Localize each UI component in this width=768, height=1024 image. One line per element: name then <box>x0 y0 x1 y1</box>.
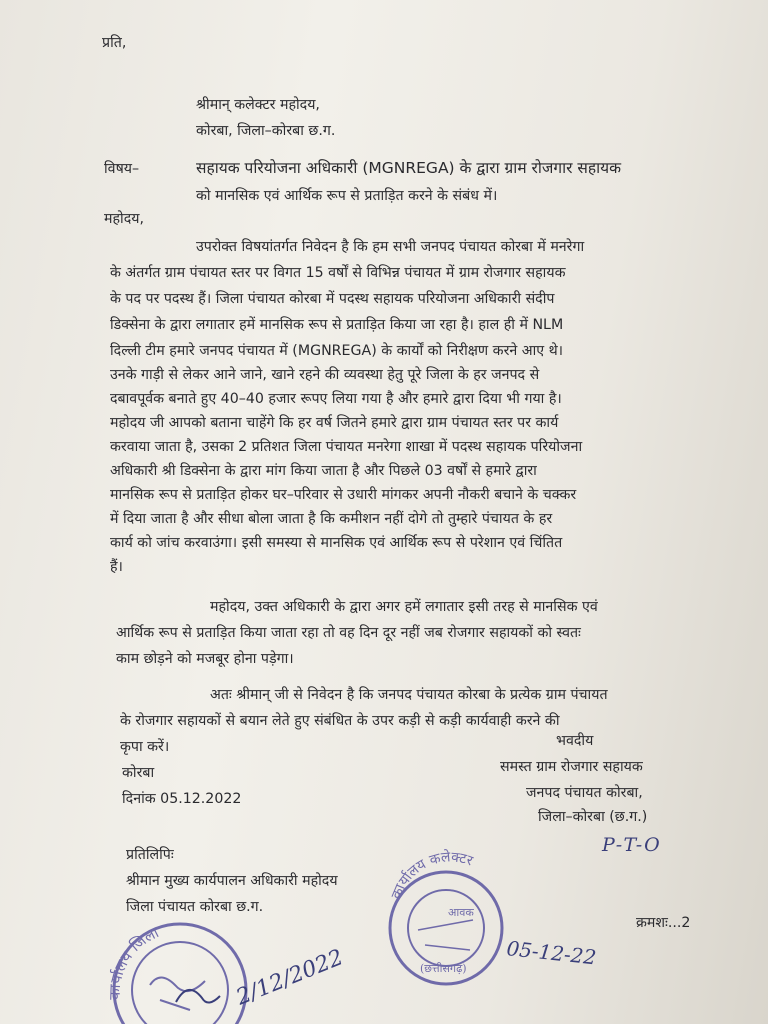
para1-line: के पद पर पदस्थ हैं। जिला पंचायत कोरबा में पदस्थ सहायक परियोजना अधिकारी संदीप <box>110 291 555 307</box>
handwritten-date-right: 05-12-22 <box>505 936 598 970</box>
para2-line: महोदय, उक्त अधिकारी के द्वारा अगर हमें लगातार इसी तरह से मानसिक एवं <box>210 599 598 615</box>
pto-handwritten: P-T-O <box>602 834 662 856</box>
para1-line: में दिया जाता है और सीधा बोला जाता है कि कमीशन नहीं दोगे तो तुम्हारे पंचायत के हर <box>110 511 553 527</box>
para1-line: करवाया जाता है, उसका 2 प्रतिशत जिला पंचायत मनरेगा शाखा में पदस्थ सहायक परियोजना <box>110 439 583 455</box>
continued-marker: क्रमशः...2 <box>636 915 691 931</box>
left-seal-arc-text: कार्यालय जिला <box>105 923 162 1001</box>
copy-line-1: श्रीमान मुख्य कार्यपालन अधिकारी महोदय <box>126 873 338 889</box>
para3-line: अतः श्रीमान् जी से निवेदन है कि जनपद पंचायत कोरबा के प्रत्येक ग्राम पंचायत <box>210 687 608 703</box>
addressee-line-1: श्रीमान् कलेक्टर महोदय, <box>196 97 320 113</box>
para1-line: दबावपूर्वक बनाते हुए 40–40 हजार रूपए लिया गया है और हमारे द्वारा दिया भी गया है। <box>110 391 562 407</box>
para1-line: मानसिक रूप से प्रताड़ित होकर घर–परिवार से उधारी मांगकर अपनी नौकरी बचाने के चक्कर <box>110 487 577 503</box>
para1-line: के अंतर्गत ग्राम पंचायत स्तर पर विगत 15 वर्षों से विभिन्न पंचायत में ग्राम रोजगार सहायक <box>110 265 566 281</box>
right-office-seal <box>388 848 502 984</box>
subject-line-1: सहायक परियोजना अधिकारी (MGNREGA) के द्वारा ग्राम रोजगार सहायक <box>196 159 621 177</box>
right-seal-arc-text: कार्यालय कलेक्टर <box>388 849 475 902</box>
signatory-line-2: जनपद पंचायत कोरबा, <box>526 785 643 801</box>
to-line: प्रति, <box>102 35 127 51</box>
para3-line: कृपा करें। <box>120 739 170 755</box>
right-seal-inner-text: आवक <box>448 906 474 919</box>
initials-signature <box>176 990 220 1003</box>
addressee-line-2: कोरबा, जिला–कोरबा छ.ग. <box>196 123 336 139</box>
subject-label: विषय– <box>104 161 140 177</box>
svg-text:कार्यालय जिला <box>106 923 163 1000</box>
para2-line: आर्थिक रूप से प्रताड़ित किया जाता रहा तो वह दिन दूर नहीं जब रोजगार सहायकों को स्वतः <box>116 625 581 641</box>
left-office-seal <box>106 923 246 1024</box>
para3-line: के रोजगार सहायकों से बयान लेते हुए संबंधित के उपर कड़ी से कड़ी कार्यवाही करने की <box>120 713 560 729</box>
signatory-line-3: जिला–कोरबा (छ.ग.) <box>538 809 648 825</box>
right-seal-bottom-text: (छत्तीसगढ़) <box>420 962 467 975</box>
date-line: दिनांक 05.12.2022 <box>122 791 242 807</box>
para1-line: दिल्ली टीम हमारे जनपद पंचायत में (MGNREGA) के कार्यों को निरीक्षण करने आए थे। <box>110 343 564 359</box>
signatory-line-1: समस्त ग्राम रोजगार सहायक <box>500 759 643 775</box>
para1-line: हैं। <box>110 559 123 575</box>
greeting: महोदय, <box>104 211 144 227</box>
closing: भवदीय <box>556 733 594 749</box>
para2-line: काम छोड़ने को मजबूर होना पड़ेगा। <box>116 651 294 667</box>
place: कोरबा <box>122 765 155 781</box>
copy-line-2: जिला पंचायत कोरबा छ.ग. <box>126 899 264 915</box>
subject-line-2: को मानसिक एवं आर्थिक रूप से प्रताड़ित करने के संबंध में। <box>196 188 498 204</box>
copy-label: प्रतिलिपिः <box>126 847 174 863</box>
handwritten-date-left: 2/12/2022 <box>232 945 347 1011</box>
para1-line: अधिकारी श्री डिक्सेना के द्वारा मांग किया जाता है और पिछले 03 वर्षों से हमारे द्वारा <box>110 463 537 479</box>
para1-line: उपरोक्त विषयांतर्गत निवेदन है कि हम सभी जनपद पंचायत कोरबा में मनरेगा <box>196 239 585 255</box>
para1-line: डिक्सेना के द्वारा लगातार हमें मानसिक रूप से प्रताड़ित किया जा रहा है। हाल ही में NLM <box>110 317 564 333</box>
para1-line: उनके गाड़ी से लेकर आने जाने, खाने रहने की व्यवस्था हेतु पूरे जिला के हर जनपद से <box>110 367 540 383</box>
para1-line: कार्य को जांच करवाउंगा। इसी समस्या से मानसिक एवं आर्थिक रूप से परेशान एवं चिंतित <box>110 535 563 551</box>
para1-line: महोदय जी आपको बताना चाहेंगे कि हर वर्ष जितने हमारे द्वारा ग्राम पंचायत स्तर पर कार्य <box>110 415 559 431</box>
